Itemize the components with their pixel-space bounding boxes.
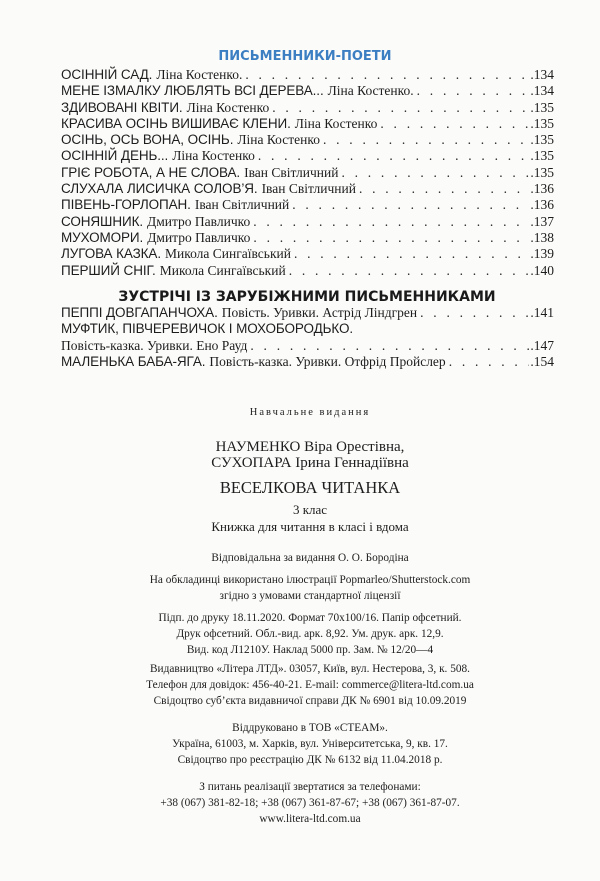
entry-page: .140	[530, 262, 554, 278]
toc-entry[interactable]	[61, 354, 554, 370]
entry-page: .137	[530, 213, 554, 229]
dot-leader	[253, 230, 529, 246]
entry-title: ОСІНЬ, ОСЬ ВОНА, ОСІНЬ.	[61, 132, 234, 148]
entry-author: Дмитро Павличко	[147, 213, 251, 229]
entry-author: Повість-казка. Уривки. Отфрід Пройслер	[209, 353, 446, 369]
toc-entry[interactable]	[61, 305, 554, 321]
dot-leader	[449, 354, 530, 370]
toc-entry[interactable]	[61, 132, 554, 148]
cover-credit: На обкладинці використано ілюстрації Popmarleo/Shutterstock.com	[149, 574, 471, 586]
toc-entry[interactable]	[61, 263, 554, 279]
print-info-2: Друк офсетний. Обл.-вид. арк. 8,92. Ум. друк. арк. 12,9.	[176, 628, 444, 640]
section-heading-poets: ПИСЬМЕННИКИ-ПОЕТИ	[218, 49, 392, 64]
entry-page: .135	[530, 132, 554, 148]
responsible-editor: Відповідальна за видання О. О. Бородіна	[211, 552, 409, 564]
printer-name: Віддруковано в ТОВ «СТЕАМ».	[232, 722, 388, 734]
entry-author: Дмитро Павличко	[147, 229, 251, 245]
toc-entry[interactable]	[61, 165, 554, 181]
entry-title: МУФТИК, ПІВЧЕРЕВИЧОК І МОХОБОРОДЬКО.	[61, 321, 354, 337]
cover-license: згідно з умовами стандартної ліцензії	[219, 590, 401, 602]
entry-author: Іван Світличний	[261, 181, 356, 197]
entry-author: Іван Світличний	[244, 164, 339, 180]
entry-author: Ліна Костенко	[294, 115, 378, 131]
toc-entry[interactable]	[61, 197, 554, 213]
entry-author: Микола Сингаївський	[165, 246, 291, 262]
entry-title: ГРІЄ РОБОТА, А НЕ СЛОВА.	[61, 164, 241, 180]
dot-leader	[253, 214, 529, 230]
entry-author: Повість. Уривки. Астрід Ліндгрен	[221, 305, 418, 320]
sales-note: З питань реалізації звертатися за телефонами:	[199, 781, 421, 793]
entry-title: СЛУХАЛА ЛИСИЧКА СОЛОВ’Я.	[61, 181, 258, 197]
entry-author: Ліна Костенко	[237, 132, 320, 148]
entry-title: ОСІННІЙ САД.	[61, 67, 153, 82]
entry-title: ОСІННІЙ ДЕНЬ...	[61, 148, 169, 164]
entry-author: Повість-казка. Уривки. Ено Рауд	[61, 337, 248, 353]
dot-leader	[417, 83, 530, 99]
entry-title: ПЕРШИЙ СНІГ.	[61, 262, 156, 278]
toc-entry[interactable]	[61, 246, 554, 262]
toc-entry-continuation[interactable]	[61, 338, 554, 354]
entry-title: ЛУГОВА КАЗКА.	[61, 246, 161, 262]
entry-author: Ліна Костенко.	[327, 83, 414, 99]
entry-author: Ліна Костенко	[172, 148, 255, 164]
entry-title: ЗДИВОВАНІ КВІТИ.	[61, 99, 183, 115]
entry-page: .136	[530, 181, 554, 197]
toc-entry[interactable]	[61, 148, 554, 164]
dot-leader	[294, 246, 529, 262]
publisher-address: Видавництво «Літера ЛТД». 03057, Київ, вул. Нестерова, 3, к. 508.	[150, 663, 470, 675]
entry-page: .136	[530, 197, 554, 213]
dot-leader	[289, 263, 530, 279]
entry-page: .135	[530, 148, 554, 164]
printer-certificate: Свідоцтво про реєстрацію ДК № 6132 від 11.04.2018 р.	[177, 754, 443, 766]
dot-leader	[323, 132, 529, 148]
print-info-1: Підп. до друку 18.11.2020. Формат 70х100/16. Папір офсетний.	[158, 612, 462, 624]
entry-title: СОНЯШНИК.	[61, 213, 143, 229]
publisher-certificate: Свідоцтво суб’єкта видавничої справи ДК № 6901 від 10.09.2019	[153, 695, 467, 707]
entry-author: Микола Сингаївський	[159, 262, 286, 278]
entry-title: КРАСИВА ОСІНЬ ВИШИВАЄ КЛЕНИ.	[61, 115, 291, 131]
toc-entry[interactable]	[61, 67, 554, 83]
edition-type: Навчальне видання	[249, 407, 371, 418]
entry-page: .135	[530, 115, 554, 131]
dot-leader	[420, 305, 529, 321]
entry-page: .147	[530, 337, 554, 353]
section-heading-foreign-writers: ЗУСТРІЧІ ІЗ ЗАРУБІЖНИМИ ПИСЬМЕННИКАМИ	[118, 289, 496, 305]
print-info-3: Вид. код Л1210У. Наклад 5000 пр. Зам. № 12/20—4	[186, 644, 434, 656]
entry-page: .141	[530, 305, 554, 320]
book-subtitle: Книжка для читання в класі і вдома	[211, 519, 409, 534]
toc-entry[interactable]	[61, 116, 554, 132]
dot-leader	[258, 148, 530, 164]
entry-title: ПІВЕНЬ-ГОРЛОПАН.	[61, 197, 191, 213]
author-2: СУХОПАРА Ірина Геннадіївна	[211, 455, 409, 471]
entry-author: Іван Світличний	[194, 197, 290, 213]
entry-title: МЕНЕ ІЗМАЛКУ ЛЮБЛЯТЬ ВСІ ДЕРЕВА...	[61, 83, 324, 99]
entry-title: МУХОМОРИ.	[61, 229, 144, 245]
toc-entry[interactable]	[61, 230, 554, 246]
entry-title: ПЕППІ ДОВГАПАНЧОХА.	[61, 305, 218, 320]
entry-author: Ліна Костенко.	[156, 67, 243, 82]
toc-entry[interactable]	[61, 100, 554, 116]
publisher-contact: Телефон для довідок: 456-40-21. E-mail: commerce@litera-ltd.com.ua	[146, 679, 474, 691]
entry-page: .139	[530, 246, 554, 262]
entry-page: .135	[530, 99, 554, 115]
entry-page: .138	[530, 229, 554, 245]
dot-leader	[245, 67, 529, 83]
dot-leader	[380, 116, 529, 132]
dot-leader	[341, 165, 529, 181]
toc-entry[interactable]	[61, 214, 554, 230]
printer-address: Україна, 61003, м. Харків, вул. Університетська, 9, кв. 17.	[172, 738, 448, 750]
toc-entry[interactable]	[61, 321, 554, 337]
toc-entry[interactable]	[61, 83, 554, 99]
toc-entry[interactable]	[61, 181, 554, 197]
toc-poets	[61, 67, 554, 279]
dot-leader	[272, 100, 529, 116]
entry-author: Ліна Костенко	[186, 99, 270, 115]
grade: 3 клас	[292, 502, 328, 517]
entry-page: .154	[530, 353, 554, 369]
sales-phones: +38 (067) 381-82-18; +38 (067) 361-87-67; +38 (067) 361-87-07.	[160, 797, 460, 809]
entry-title: МАЛЕНЬКА БАБА-ЯГА.	[61, 353, 206, 369]
toc-foreign-writers	[61, 305, 554, 370]
entry-page: .134	[530, 67, 554, 82]
dot-leader	[292, 197, 529, 213]
book-title: ВЕСЕЛКОВА ЧИТАНКА	[219, 478, 401, 497]
entry-page: .134	[530, 83, 554, 99]
entry-page: .135	[530, 164, 554, 180]
website-link[interactable]: www.litera-ltd.com.ua	[259, 813, 361, 825]
dot-leader	[250, 338, 529, 354]
dot-leader	[359, 181, 529, 197]
author-1: НАУМЕНКО Віра Орестівна,	[215, 439, 405, 455]
